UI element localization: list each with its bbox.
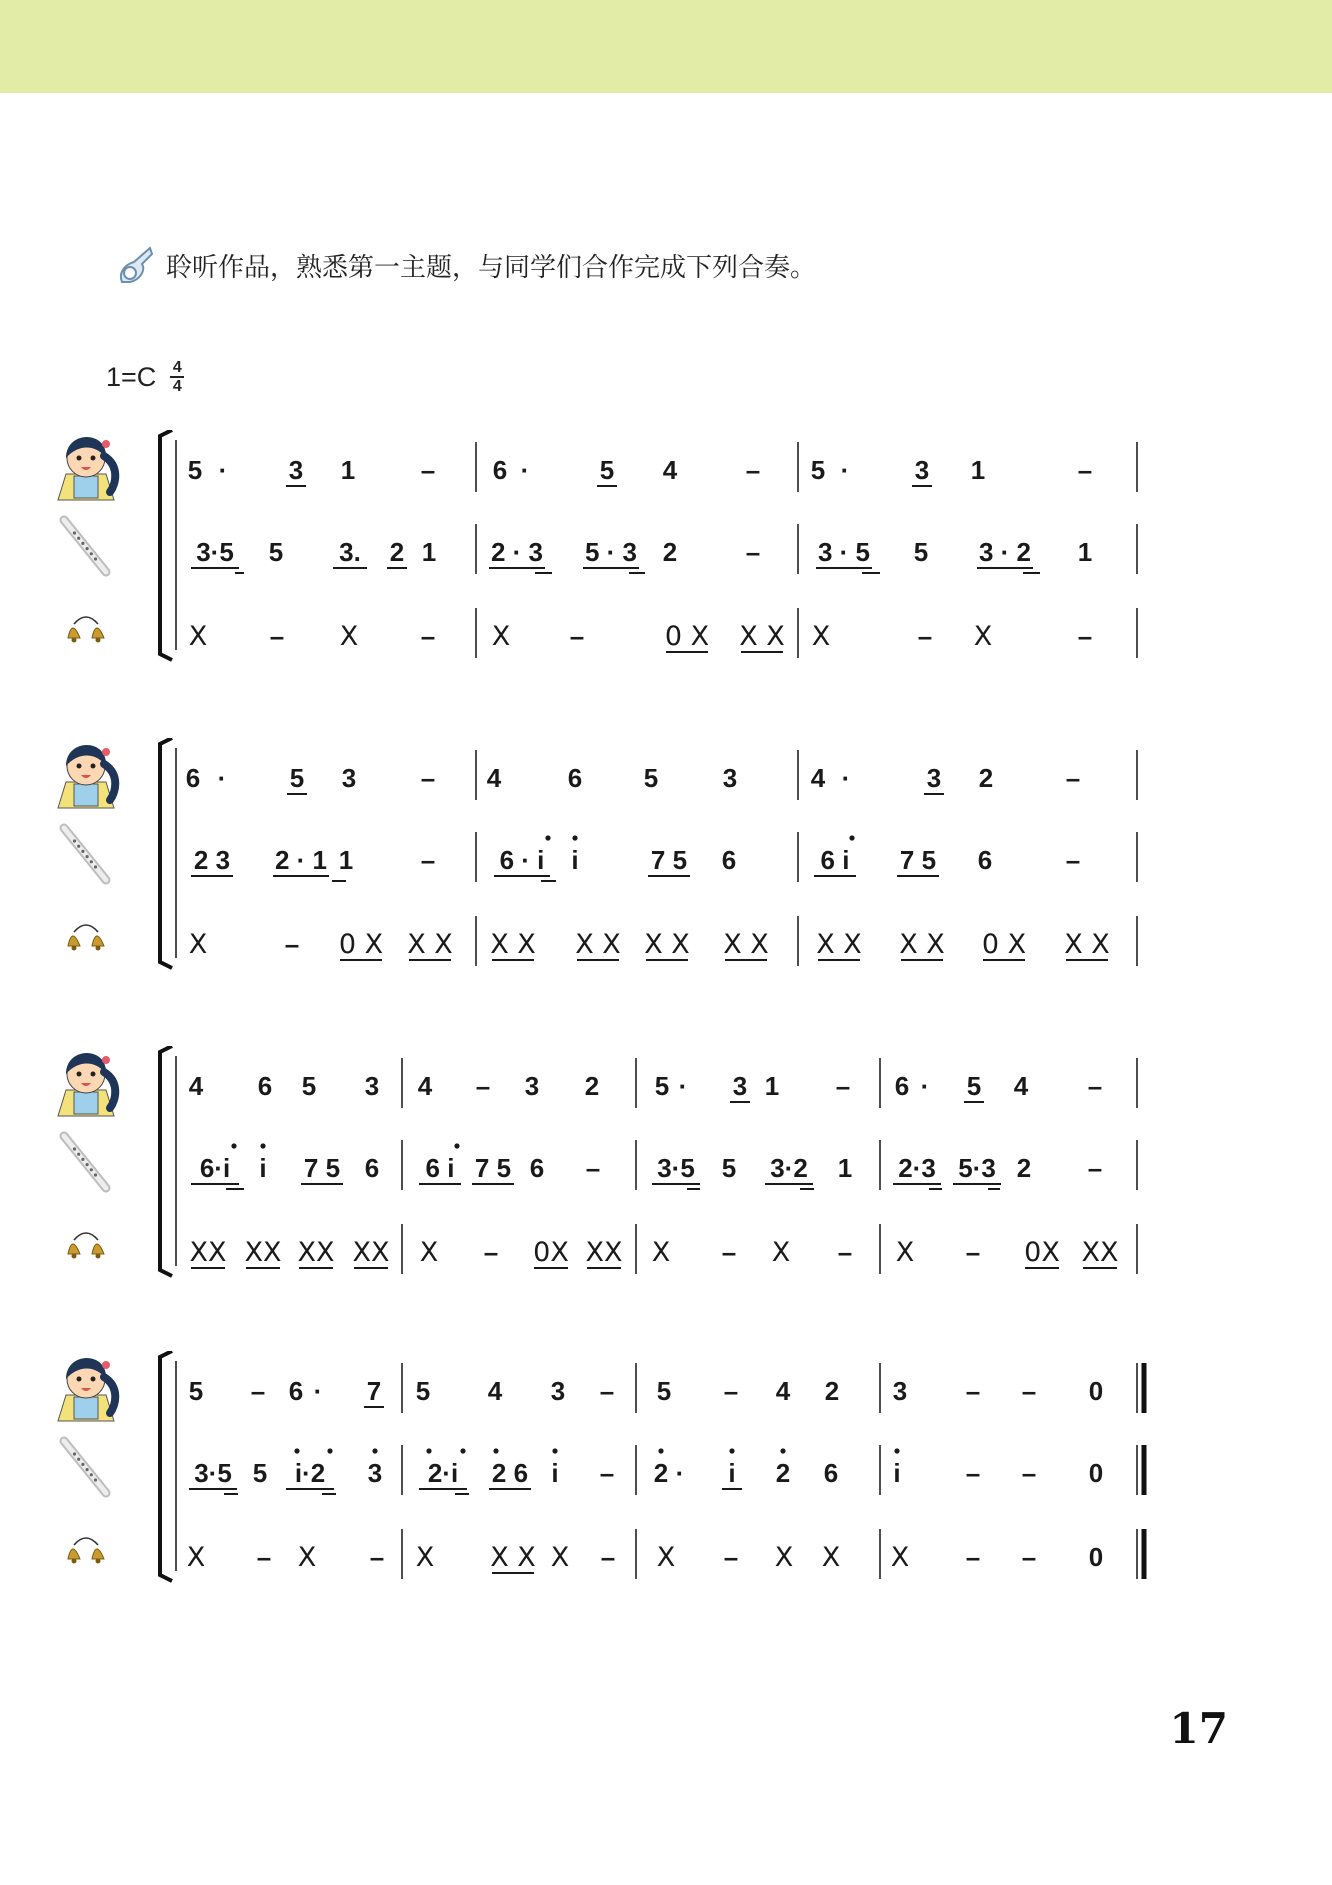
note: X X bbox=[1064, 929, 1110, 960]
note: i bbox=[551, 1458, 559, 1488]
note: 3 bbox=[367, 1458, 383, 1488]
note: 4 bbox=[487, 1376, 503, 1406]
note: XX bbox=[189, 1237, 227, 1268]
note: 6 bbox=[823, 1458, 839, 1488]
bells-icon bbox=[68, 1538, 104, 1564]
octave-dot bbox=[572, 835, 577, 840]
girl-icon bbox=[58, 1053, 115, 1116]
note: X bbox=[550, 1542, 570, 1573]
note: X bbox=[821, 1542, 841, 1573]
note: X bbox=[656, 1542, 676, 1573]
note: 2 bbox=[1016, 1153, 1032, 1183]
octave-dot bbox=[294, 1448, 299, 1453]
note: – bbox=[1021, 1542, 1037, 1572]
octave-dot bbox=[894, 1448, 899, 1453]
girl-icon bbox=[58, 1358, 115, 1421]
note: XX bbox=[297, 1237, 335, 1268]
system-bracket bbox=[160, 1046, 172, 1276]
note: X bbox=[774, 1542, 794, 1573]
note: X X bbox=[644, 929, 690, 960]
note: 2·i bbox=[427, 1458, 459, 1488]
note: 6 i bbox=[820, 845, 850, 875]
score-svg bbox=[0, 738, 1332, 998]
note: 5 · 3 bbox=[584, 537, 638, 567]
octave-dot bbox=[260, 1143, 265, 1148]
note: 6 bbox=[529, 1153, 545, 1183]
note: 2·3 bbox=[898, 1153, 936, 1183]
note: XX bbox=[1081, 1237, 1119, 1268]
note: 5 bbox=[599, 455, 615, 485]
note: – bbox=[1021, 1376, 1037, 1406]
note: 3·5 bbox=[196, 537, 234, 567]
octave-dot bbox=[372, 1448, 377, 1453]
note: 5 bbox=[252, 1458, 268, 1488]
note: 0 X bbox=[338, 929, 384, 960]
note: · bbox=[218, 455, 228, 485]
note: · bbox=[675, 1458, 685, 1488]
note: – bbox=[745, 455, 761, 485]
note: – bbox=[475, 1071, 491, 1101]
note: 3·5 bbox=[194, 1458, 232, 1488]
note: 6 bbox=[288, 1376, 304, 1406]
note: – bbox=[600, 1542, 616, 1572]
score-svg bbox=[0, 430, 1332, 690]
note: 4 bbox=[662, 455, 678, 485]
note: 5 bbox=[289, 763, 305, 793]
octave-dot bbox=[327, 1448, 332, 1453]
note: X bbox=[419, 1237, 439, 1268]
octave-dot bbox=[426, 1448, 431, 1453]
note: – bbox=[369, 1542, 385, 1572]
header-band bbox=[0, 0, 1332, 93]
note: 2 bbox=[653, 1458, 669, 1488]
note: 2 bbox=[662, 537, 678, 567]
note: 3. bbox=[339, 537, 361, 567]
note: 6 bbox=[185, 763, 201, 793]
girl-icon bbox=[58, 437, 115, 500]
note: – bbox=[569, 621, 585, 651]
octave-dot bbox=[780, 1448, 785, 1453]
note: X bbox=[297, 1542, 317, 1573]
note: 5 bbox=[810, 455, 826, 485]
note: 0X bbox=[1024, 1237, 1060, 1268]
note: – bbox=[250, 1376, 266, 1406]
note: · bbox=[841, 763, 851, 793]
note: · bbox=[920, 1071, 930, 1101]
note: XX bbox=[352, 1237, 390, 1268]
note: 5 bbox=[301, 1071, 317, 1101]
octave-dot bbox=[454, 1143, 459, 1148]
note: 4 bbox=[1013, 1071, 1029, 1101]
note: 6 bbox=[567, 763, 583, 793]
note: 4 bbox=[417, 1071, 433, 1101]
note: – bbox=[965, 1237, 981, 1267]
note: 3·2 bbox=[770, 1153, 808, 1183]
note: – bbox=[837, 1237, 853, 1267]
note: 7 5 bbox=[650, 845, 688, 875]
note: – bbox=[965, 1458, 981, 1488]
octave-dot bbox=[460, 1448, 465, 1453]
note: i·2 bbox=[294, 1458, 326, 1488]
note: X X bbox=[816, 929, 862, 960]
note: 2 · 3 bbox=[490, 537, 544, 567]
note: X bbox=[811, 621, 831, 652]
note: 3 · 5 bbox=[817, 537, 871, 567]
note: 7 5 bbox=[303, 1153, 341, 1183]
key-signature bbox=[106, 354, 184, 400]
system-bracket bbox=[160, 430, 172, 660]
note: 1 bbox=[340, 455, 356, 485]
note: X bbox=[188, 929, 208, 960]
note: – bbox=[599, 1458, 615, 1488]
note: 3 bbox=[288, 455, 304, 485]
note: – bbox=[917, 621, 933, 651]
note: – bbox=[745, 537, 761, 567]
note: i bbox=[259, 1153, 267, 1183]
note: · bbox=[313, 1376, 323, 1406]
note: 2 bbox=[775, 1458, 791, 1488]
note: 6 i bbox=[425, 1153, 455, 1183]
note: – bbox=[256, 1542, 272, 1572]
note: – bbox=[483, 1237, 499, 1267]
score-svg bbox=[0, 1351, 1332, 1611]
note: 3 bbox=[926, 763, 942, 793]
note: 7 5 bbox=[474, 1153, 512, 1183]
recorder-icon bbox=[64, 1441, 106, 1493]
bells-icon bbox=[68, 617, 104, 643]
note: 6 · i bbox=[499, 845, 545, 875]
note: 3 · 2 bbox=[978, 537, 1032, 567]
bells-icon bbox=[68, 925, 104, 951]
note: 7 5 bbox=[899, 845, 937, 875]
note: – bbox=[1087, 1071, 1103, 1101]
note: – bbox=[284, 929, 300, 959]
note: 3 bbox=[732, 1071, 748, 1101]
note: 6 bbox=[364, 1153, 380, 1183]
note: X bbox=[188, 621, 208, 652]
note: X bbox=[491, 621, 511, 652]
recorder-icon bbox=[64, 1136, 106, 1188]
time-signature bbox=[170, 359, 184, 395]
note: 2 3 bbox=[193, 845, 231, 875]
recorder-icon bbox=[64, 520, 106, 572]
note: 5 bbox=[656, 1376, 672, 1406]
note: i bbox=[893, 1458, 901, 1488]
note: – bbox=[420, 763, 436, 793]
note: XX bbox=[585, 1237, 623, 1268]
note: X bbox=[415, 1542, 435, 1573]
note: i bbox=[571, 845, 579, 875]
horn-icon bbox=[112, 242, 158, 288]
girl-icon bbox=[58, 745, 115, 808]
note: – bbox=[599, 1376, 615, 1406]
note: 5 bbox=[268, 537, 284, 567]
octave-dot bbox=[729, 1448, 734, 1453]
note: 2 bbox=[978, 763, 994, 793]
note: – bbox=[965, 1542, 981, 1572]
note: 6 bbox=[721, 845, 737, 875]
note: · bbox=[217, 763, 227, 793]
note: 2 · 1 bbox=[274, 845, 328, 875]
note: 6 bbox=[257, 1071, 273, 1101]
note: X X bbox=[490, 1542, 536, 1573]
note: · bbox=[520, 455, 530, 485]
note: 2 bbox=[389, 537, 405, 567]
note: 1 bbox=[764, 1071, 780, 1101]
note: 5 bbox=[643, 763, 659, 793]
time-signature-bottom: 4 bbox=[172, 378, 182, 395]
note: 6 bbox=[894, 1071, 910, 1101]
instruction-text: 聆听作品，熟悉第一主题，与同学们合作完成下列合奏。 bbox=[166, 252, 817, 283]
note: 2 6 bbox=[491, 1458, 529, 1488]
note: – bbox=[965, 1376, 981, 1406]
note: 5·3 bbox=[958, 1153, 996, 1183]
instruction bbox=[112, 243, 816, 287]
score-svg bbox=[0, 1046, 1332, 1306]
note: 0 bbox=[1088, 1376, 1104, 1406]
note: – bbox=[835, 1071, 851, 1101]
note: 5 bbox=[187, 455, 203, 485]
note: X bbox=[651, 1237, 671, 1268]
note: 2 bbox=[824, 1376, 840, 1406]
note: 3 bbox=[892, 1376, 908, 1406]
note: 3 bbox=[914, 455, 930, 485]
note: 5 bbox=[415, 1376, 431, 1406]
note: – bbox=[420, 845, 436, 875]
note: – bbox=[723, 1542, 739, 1572]
note: 0 bbox=[1088, 1542, 1104, 1572]
note: X bbox=[771, 1237, 791, 1268]
note: 5 bbox=[654, 1071, 670, 1101]
page-number: 17 bbox=[1169, 1704, 1228, 1753]
octave-dot bbox=[658, 1448, 663, 1453]
note: 5 bbox=[721, 1153, 737, 1183]
note: – bbox=[1021, 1458, 1037, 1488]
note: X X bbox=[739, 621, 785, 652]
note: 0 X bbox=[981, 929, 1027, 960]
score-system-3 bbox=[0, 1046, 1332, 1306]
note: 0 X bbox=[664, 621, 710, 652]
note: 4 bbox=[775, 1376, 791, 1406]
note: X bbox=[339, 621, 359, 652]
note: X X bbox=[723, 929, 769, 960]
note: X bbox=[973, 621, 993, 652]
note: – bbox=[585, 1153, 601, 1183]
octave-dot bbox=[552, 1448, 557, 1453]
note: 2 bbox=[584, 1071, 600, 1101]
note: 3 bbox=[550, 1376, 566, 1406]
bells-icon bbox=[68, 1233, 104, 1259]
octave-dot bbox=[493, 1448, 498, 1453]
note: – bbox=[1065, 763, 1081, 793]
note: 6·i bbox=[199, 1153, 231, 1183]
note: – bbox=[420, 621, 436, 651]
note: 1 bbox=[1077, 537, 1093, 567]
note: 3 bbox=[364, 1071, 380, 1101]
note: – bbox=[1077, 455, 1093, 485]
note: i bbox=[728, 1458, 736, 1488]
note: – bbox=[1065, 845, 1081, 875]
score-system-1 bbox=[0, 430, 1332, 690]
octave-dot bbox=[849, 835, 854, 840]
note: 5 bbox=[188, 1376, 204, 1406]
note: 5 bbox=[966, 1071, 982, 1101]
note: 1 bbox=[970, 455, 986, 485]
score-system-4 bbox=[0, 1351, 1332, 1611]
note: 1 bbox=[338, 845, 354, 875]
note: 3 bbox=[341, 763, 357, 793]
note: X bbox=[890, 1542, 910, 1573]
note: · bbox=[678, 1071, 688, 1101]
note: 0X bbox=[533, 1237, 569, 1268]
recorder-icon bbox=[64, 828, 106, 880]
note: X bbox=[186, 1542, 206, 1573]
octave-dot bbox=[545, 835, 550, 840]
note: X X bbox=[899, 929, 945, 960]
score-system-2 bbox=[0, 738, 1332, 998]
note: X X bbox=[575, 929, 621, 960]
note: 4 bbox=[810, 763, 826, 793]
note: 4 bbox=[188, 1071, 204, 1101]
note: 6 bbox=[977, 845, 993, 875]
note: XX bbox=[244, 1237, 282, 1268]
note: 3·5 bbox=[657, 1153, 695, 1183]
note: – bbox=[420, 455, 436, 485]
note: – bbox=[1077, 621, 1093, 651]
note: 1 bbox=[837, 1153, 853, 1183]
note: 0 bbox=[1088, 1458, 1104, 1488]
note: 3 bbox=[722, 763, 738, 793]
key-label: 1=C bbox=[106, 361, 157, 392]
note: 5 bbox=[913, 537, 929, 567]
note: – bbox=[723, 1376, 739, 1406]
note: · bbox=[840, 455, 850, 485]
note: – bbox=[269, 621, 285, 651]
note: – bbox=[1087, 1153, 1103, 1183]
note: 6 bbox=[492, 455, 508, 485]
note: 7 bbox=[366, 1376, 382, 1406]
time-signature-top: 4 bbox=[172, 359, 182, 376]
note: – bbox=[721, 1237, 737, 1267]
note: X bbox=[895, 1237, 915, 1268]
note: 3 bbox=[524, 1071, 540, 1101]
note: X X bbox=[407, 929, 453, 960]
octave-dot bbox=[231, 1143, 236, 1148]
system-bracket bbox=[160, 738, 172, 968]
note: 4 bbox=[486, 763, 502, 793]
note: 1 bbox=[421, 537, 437, 567]
note: X X bbox=[490, 929, 536, 960]
system-bracket bbox=[160, 1351, 172, 1581]
